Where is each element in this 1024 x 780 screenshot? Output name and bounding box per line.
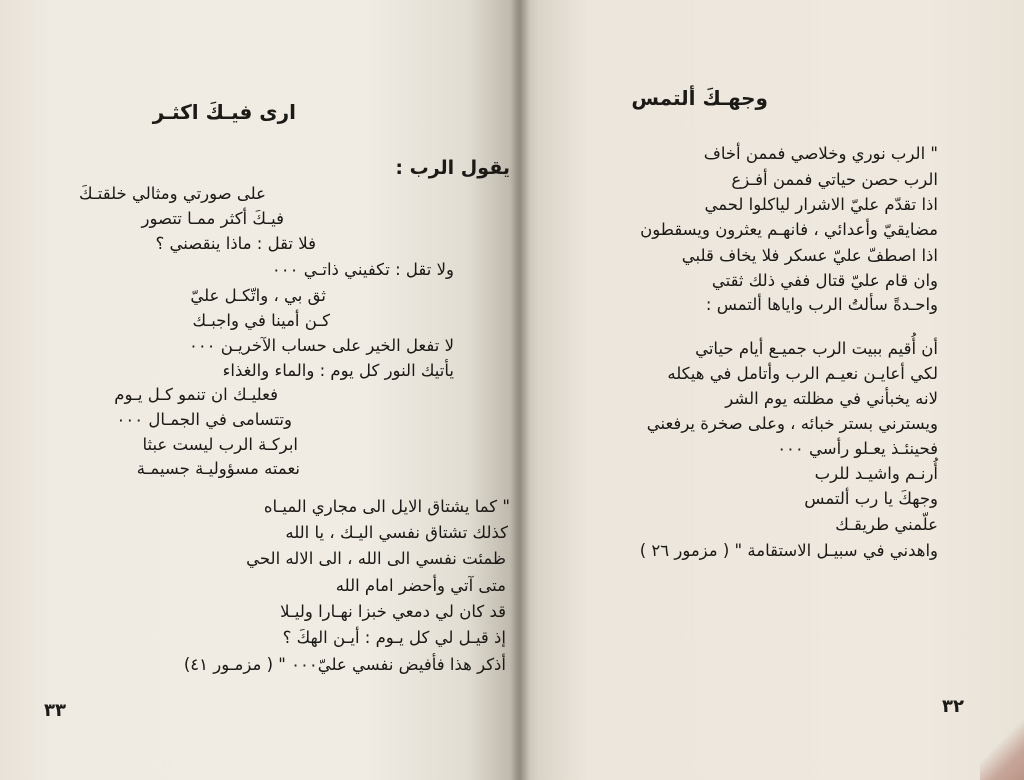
poem-line: متى آتي وأحضر امام الله	[335, 576, 506, 595]
left-page-number: ٣٣	[44, 700, 66, 721]
right-page	[518, 0, 1024, 780]
poem-line: ويسترني بستر خبائه ، وعلى صخرة يرفعني	[646, 414, 938, 433]
poem-line: مضايقيّ وأعدائي ، فانهـم يعثرون ويسقطون	[640, 220, 938, 239]
poem-line: فعليـك ان تنمو كـل يـوم	[114, 385, 278, 404]
poem-line: وجهكَ يا رب ألتمس	[804, 489, 938, 508]
poem-line: " كما يشتاق الايل الى مجاري الميـاه	[263, 497, 510, 516]
finger-shadow	[980, 720, 1024, 780]
poem-line: واحـدةً سألتُ الرب واياها ألتمس :	[705, 295, 938, 314]
right-page-number: ٣٢	[942, 696, 964, 717]
poem-line: أن أُقيم ببيت الرب جميـع أيام حياتي	[695, 339, 938, 358]
poem-line: علّمني طريقـك	[835, 515, 938, 534]
poem-line: الرب حصن حياتي فممن أفـزع	[731, 170, 938, 189]
poem-line: ولا تقل : تكفيني ذاتـي ٠٠٠	[271, 260, 454, 279]
poem-line: ثق بي ، واتّكـل عليّ	[190, 286, 326, 305]
poem-line: اذا تقدّم عليّ الاشرار لياكلوا لحمي	[704, 195, 938, 214]
book-gutter	[510, 0, 530, 780]
poem-line: فلا تقل : ماذا ينقصني ؟	[155, 234, 316, 253]
left-page-heading: يقول الرب :	[395, 157, 510, 179]
right-page-title: وجهـكَ ألتمس	[631, 86, 768, 110]
poem-line: فيـكَ أكثر ممـا تتصور	[141, 209, 284, 228]
poem-line: أذكر هذا فأفيض نفسي عليّ٠٠٠ " ( مزمـور ٤١)	[183, 655, 506, 674]
poem-line: ابركـة الرب ليست عبثا	[142, 435, 298, 454]
poem-line: أُرنـم واشيـد للرب	[814, 464, 938, 483]
poem-line: وان قام عليّ قتال ففي ذلك ثقتي	[711, 271, 938, 290]
poem-line: فحينئـذ يعـلو رأسي ٠٠٠	[777, 439, 938, 458]
poem-line: اذا اصطفّ عليّ عسكر فلا يخاف قلبي	[681, 246, 938, 265]
poem-line: ظمئت نفسي الى الله ، الى الاله الحي	[246, 549, 506, 568]
poem-line: كذلك تشتاق نفسي اليـك ، يا الله	[285, 523, 508, 542]
poem-line: على صورتي ومثالي خلقتـكَ	[79, 184, 266, 203]
poem-line: إذ قيـل لي كل يـوم : أيـن الهكَ ؟	[282, 628, 506, 647]
left-page-title: ارى فيـكَ اكثـر	[152, 100, 296, 124]
poem-line: لكي أعايـن نعيـم الرب وأتامل في هيكله	[667, 364, 938, 383]
poem-line: لا تفعل الخير على حساب الآخريـن ٠٠٠	[188, 336, 454, 355]
poem-line: وتتسامى في الجمـال ٠٠٠	[116, 410, 292, 429]
poem-line: نعمته مسؤوليـة جسيمـة	[136, 459, 300, 478]
poem-line: واهدني في سبيـل الاستقامة " ( مزمور ٢٦ )	[639, 541, 938, 560]
poem-line: لانه يخبأني في مظلته يوم الشر	[725, 389, 938, 408]
poem-line: كـن أمينا في واجبـك	[192, 311, 330, 330]
poem-line: يأتيك النور كل يوم : والماء والغذاء	[222, 361, 454, 380]
poem-line: " الرب نوري وخلاصي فممن أخاف	[703, 144, 938, 163]
poem-line: قد كان لي دمعي خبزا نهـارا وليـلا	[280, 602, 506, 621]
